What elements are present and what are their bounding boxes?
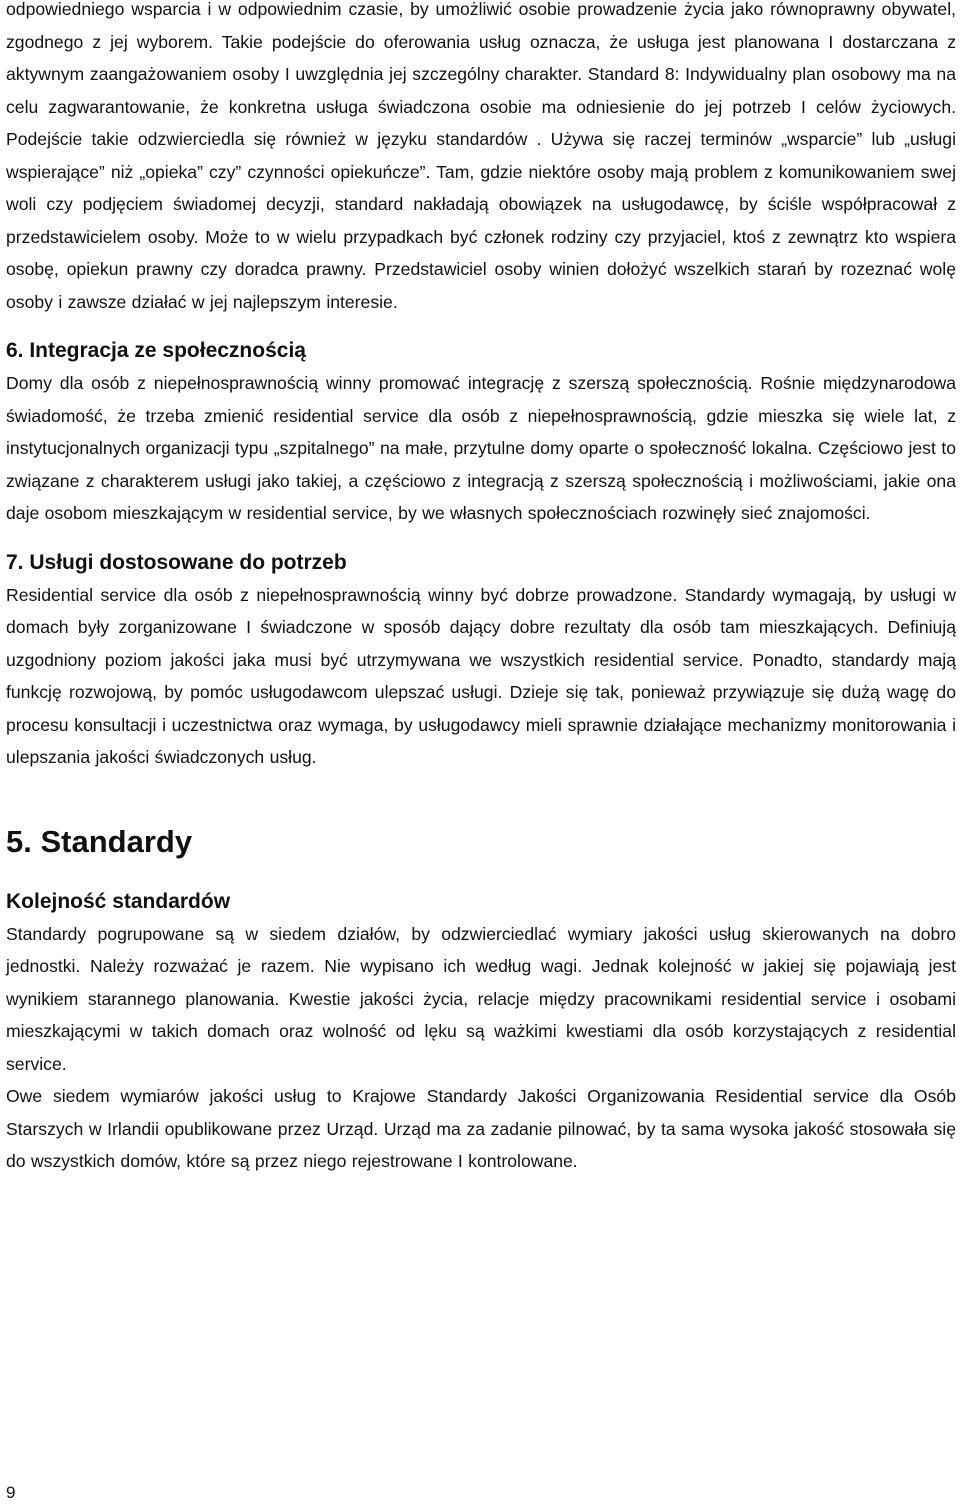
section-heading-integration: 6. Integracja ze społecznością bbox=[6, 339, 306, 362]
subheading-standards-order: Kolejność standardów bbox=[6, 889, 231, 913]
chapter-heading-standards: 5. Standardy bbox=[6, 823, 193, 859]
paragraph-integration: Domy dla osób z niepełnosprawnością winny promować integrację z szerszą społecznością. Rośnie międzynarodowa świadomość, że trzeba zmienić residential service dla osób z niepełnosprawnością, gdzie mieszka się wiele lat, z instytucjonalnych organizacji typu „szpitalnego” na małe, przytulne domy oparte o społeczność lokalna. Częściowo jest to związane z charakterem usługi jako takiej, a częściowo z integracją z szerszą społecznością i możliwościami, jakie ona daje osobom mieszkającym w residential service, by we własnych społecznościach rozwinęły sieć znajomości. bbox=[6, 373, 956, 523]
paragraph-seven-dimensions: Owe siedem wymiarów jakości usług to Krajowe Standardy Jakości Organizowania Residential service dla Osób Starszych w Irlandii opublikowane przez Urząd. Urząd ma za zadanie pilnować, by ta sama wysoka jakość stosowała się do wszystkich domów, które są przez niego rejestrowane I kontrolowane. bbox=[6, 1086, 956, 1171]
paragraph-tailored-services: Residential service dla osób z niepełnosprawnością winny być dobrze prowadzone. Standardy wymagają, by usługi w domach były zorganizowane I świadczone w sposób dający dobre rezultaty dla osób tam mieszkających. Definiują uzgodniony poziom jakości jaka musi być utrzymywana we wszystkich residential service. Ponadto, standardy mają funkcję rozwojową, by pomóc usługodawcom ulepszać usługi. Dzieje się tak, ponieważ przywiązuje się dużą wagę do procesu konsultacji i uczestnictwa oraz wymaga, by usługodawcy mieli sprawnie działające mechanizmy monitorowania i ulepszania jakości świadczonych usług. bbox=[6, 584, 956, 767]
page-number: 9 bbox=[6, 1483, 16, 1502]
paragraph-intro-continuation: odpowiedniego wsparcia i w odpowiednim czasie, by umożliwić osobie prowadzenie życia jako równoprawny obywatel, zgodnego z jej wyborem. Takie podejście do oferowania usług oznacza, że usługa jest planowana I dostarczana z aktywnym zaangażowaniem osoby I uwzględnia jej szczególny charakter. Standard 8: Indywidualny plan osobowy ma na celu zagwarantowanie, że konkretna usługa świadczona osobie ma odniesienie do jej potrzeb I celów życiowych. Podejście takie odzwierciedla się również w języku standardów . Używa się raczej terminów „wsparcie” lub „usługi wspierające” niż „opieka” czy” czynności opiekuńcze”. Tam, gdzie niektóre osoby mają problem z komunikowaniem swej woli czy podjęciem świadomej decyzji, standard nakładają obowiązek na usługodawcę, by ściśle współpracował z przedstawicielem osoby. Może to w wielu przypadkach być członek rodziny czy przyjaciel, ktoś z zewnątrz kto wspiera osobę, opiekun prawny czy doradca prawny. Przedstawiciel osoby winien dołożyć wszelkich starań by rozeznać wolę osoby i zawsze działać w jej najlepszym interesie. bbox=[6, 0, 956, 312]
section-heading-tailored-services: 7. Usługi dostosowane do potrzeb bbox=[6, 550, 347, 574]
paragraph-standards-order: Standardy pogrupowane są w siedem działów, by odzwierciedlać wymiary jakości usług skierowanych na dobro jednostki. Należy rozważać je razem. Nie wypisano ich według wagi. Jednak kolejność w jakiej się pojawiają jest wynikiem starannego planowania. Kwestie jakości życia, relacje między pracownikami residential service i osobami mieszkającymi w takich domach oraz wolność od lęku są ważkimi kwestiami dla osób korzystających z residential service. bbox=[6, 923, 956, 1074]
document-page bbox=[6, 0, 956, 1178]
